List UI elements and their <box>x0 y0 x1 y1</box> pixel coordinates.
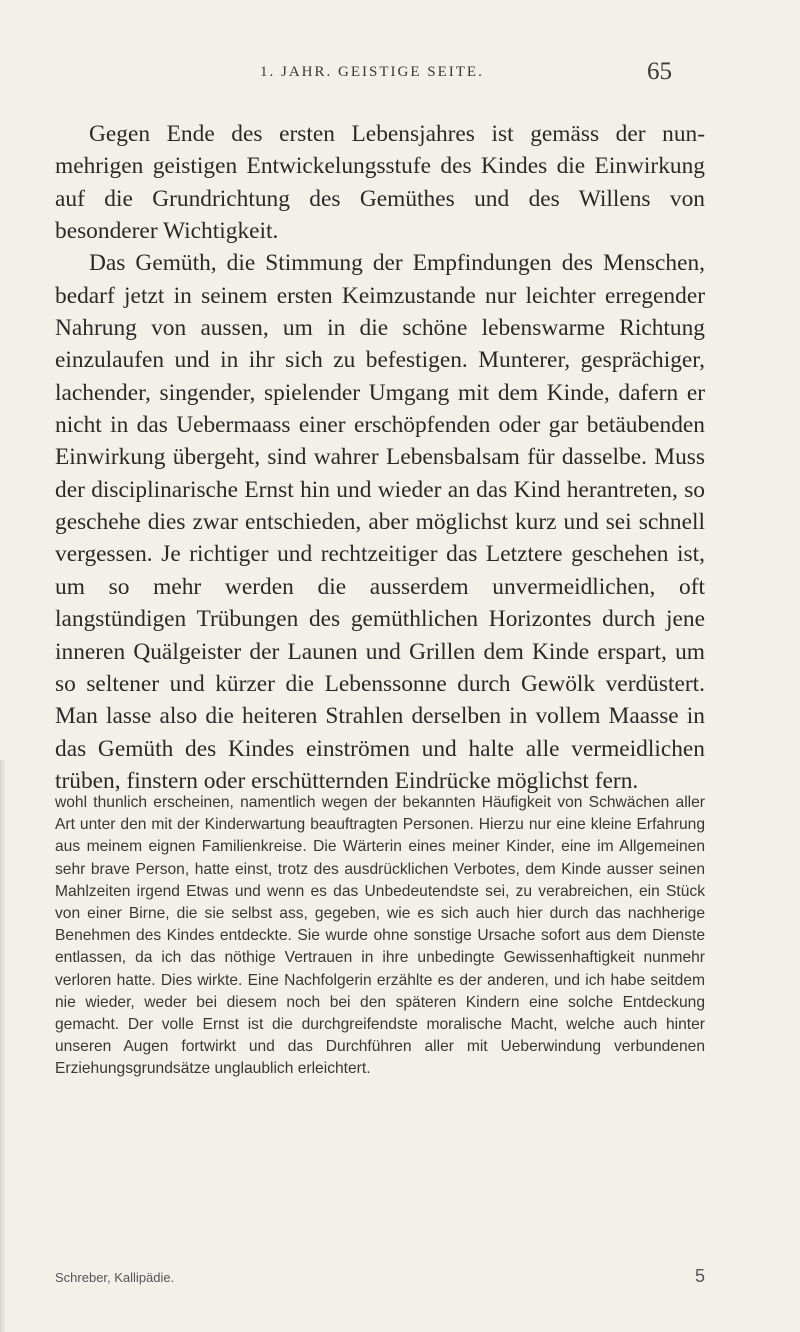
signature-number: 5 <box>694 1266 705 1286</box>
body-paragraph-2: Das Gemüth, die Stimmung der Empfindungen des Menschen, bedarf jetzt in seinem ersten Keimzustande nur leichter erregender Nahrung von aussen, um in die schöne lebenswarme Richtung einzulaufen und in ihr sich zu befestigen. Munterer, gesprächiger, lachender, singender, spielender Umgang mit dem Kinde, dafern er nicht in das Uebermaass einer erschöpfenden oder gar betäubenden Einwirkung übergeht, sind wahrer Lebensbalsam für dasselbe. Muss der disciplinarische Ernst hin und wieder an das Kind herantreten, so geschehe dies zwar entschieden, aber möglichst kurz und sei schnell vergessen. Je richtiger und rechtzeitiger das Letztere geschehen ist, um so mehr werden die ausserdem unvermeidlichen, oft langstündigen Trübungen des gemüthlichen Horizontes durch jene inneren Quälgeister der Launen und Grillen dem Kinde erspart, um so seltener und kürzer die Lebenssonne durch Gewölk verdüstert. Man lasse also die heiteren Strahlen derselben in vollem Maasse in das Gemüth des Kindes einströmen und halte alle vermeidlichen trüben, finstern oder erschütternden Eindrücke möglichst fern. <box>55 250 705 794</box>
footnote <box>55 792 705 1081</box>
page-edge-shadow <box>0 760 6 1332</box>
running-title: 1. JAHR. GEISTIGE SEITE. <box>260 64 484 80</box>
running-head <box>0 58 800 88</box>
signature-line <box>55 1266 705 1294</box>
main-text <box>55 118 705 797</box>
body-paragraph-1: Gegen Ende des ersten Lebensjahres ist gemäss der nun-mehrigen geistigen Entwickelungsstufe des Kindes die Einwirkung auf die Grundrichtung des Gemüthes und des Willens von besonderer Wichtigkeit. <box>55 121 705 245</box>
page-number: 65 <box>647 58 672 85</box>
signature-mark: Schreber, Kallipädie. <box>55 1270 175 1285</box>
footnote-text: wohl thunlich erscheinen, namentlich wegen der bekannten Häufigkeit von Schwächen aller Art unter den mit der Kinderwartung beauftragten Personen. Hierzu nur eine kleine Erfahrung aus meinem eignen Familienkreise. Die Wärterin eines meiner Kinder, eine im Allgemeinen sehr brave Person, hatte einst, trotz des ausdrücklichen Verbotes, dem Kinde ausser seinen Mahlzeiten irgend Etwas und wenn es das Unbedeutendste sei, zu verabreichen, ein Stück von einer Birne, die sie selbst ass, gegeben, wie es sich auch hier durch das nachherige Benehmen des Kindes entdeckte. Sie wurde ohne sonstige Ursache sofort aus dem Dienste entlassen, da ich das nöthige Vertrauen in ihre unbedingte Gewissenhaftigkeit nunmehr verloren hatte. Dies wirkte. Eine Nachfolgerin erzählte es der anderen, und ich habe seitdem nie wieder, weder bei diesem noch bei den späteren Kindern eine solche Entdeckung gemacht. Der volle Ernst ist die durchgreifendste moralische Macht, welche auch hinter unseren Augen fortwirkt und das Durchführen aller mit Ueberwindung verbundenen Erziehungsgrundsätze unglaublich erleichtert. <box>55 794 705 1078</box>
